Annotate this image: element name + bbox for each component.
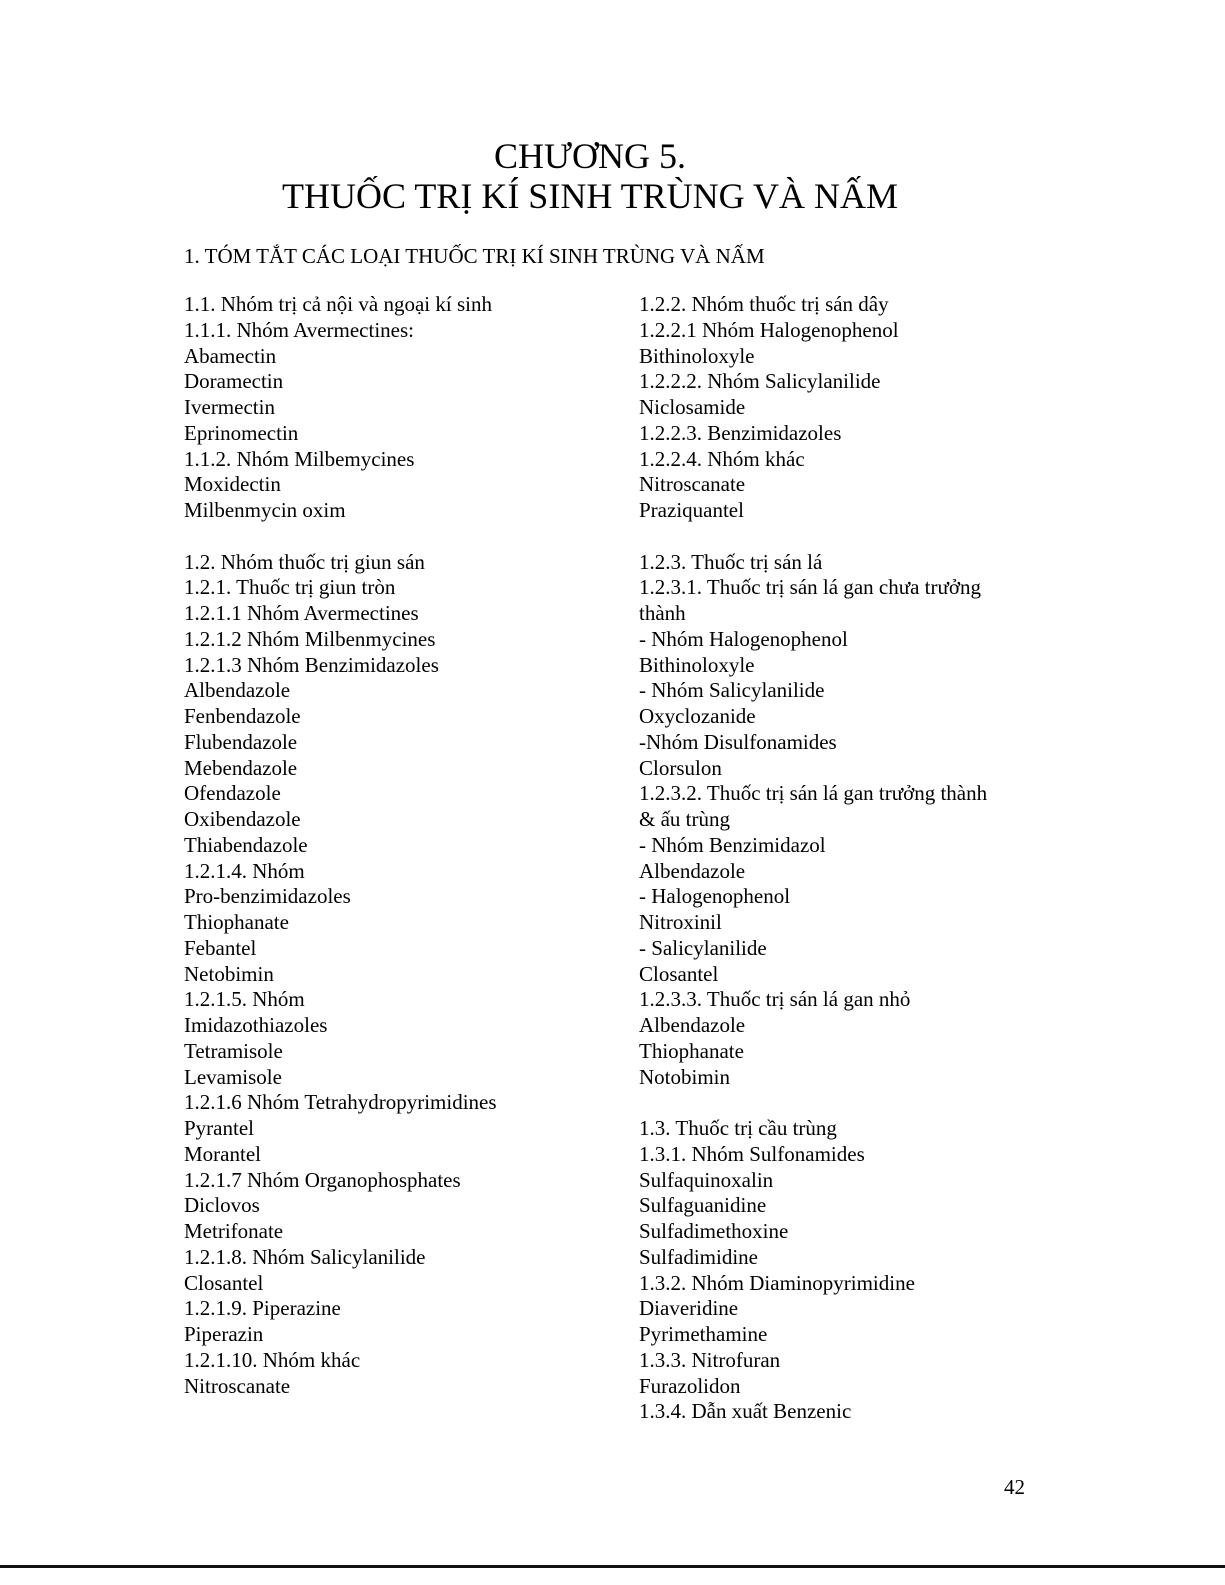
list-item: Bithinoloxyle <box>639 343 755 368</box>
list-item: Sulfaquinoxalin <box>639 1167 774 1192</box>
chapter-number: CHƯƠNG 5. <box>494 136 686 176</box>
spacer-line <box>639 524 1069 550</box>
bottom-rule <box>0 1565 1225 1568</box>
section-heading: 1. TÓM TẮT CÁC LOẠI THUỐC TRỊ KÍ SINH TRÙNG VÀ NẤM <box>184 244 765 268</box>
list-item: 1.2.2. Nhóm thuốc trị sán dây <box>639 292 889 316</box>
list-item: 1.2.2.4. Nhóm khác <box>639 446 805 471</box>
list-item: Imidazothiazoles <box>184 1013 328 1037</box>
list-item: 1.2.3.3. Thuốc trị sán lá gan nhỏ <box>639 987 911 1012</box>
page-number: 42 <box>1004 1475 1025 1499</box>
list-item: Bithinoloxyle <box>639 652 755 677</box>
list-item: -Nhóm Disulfonamides <box>639 729 837 754</box>
list-item: Doramectin <box>184 369 284 394</box>
list-item: Oxibendazole <box>184 807 301 831</box>
list-item: 1.2.1.9. Piperazine <box>184 1296 341 1321</box>
list-item: Albendazole <box>639 858 746 883</box>
list-item: Pyrantel <box>184 1116 254 1140</box>
list-item: 1.2.1.1 Nhóm Avermectines <box>184 601 419 625</box>
list-item: Niclosamide <box>639 395 746 419</box>
list-item: Mebendazole <box>184 755 298 780</box>
list-item: 1.3.2. Nhóm Diaminopyrimidine <box>639 1270 915 1295</box>
list-item: 1.3.1. Nhóm Sulfonamides <box>639 1141 865 1166</box>
list-item: 1.2.1.2 Nhóm Milbenmycines <box>184 626 436 651</box>
list-item: Pro-benzimidazoles <box>184 884 351 909</box>
list-item: 1.2.2.1 Nhóm Halogenophenol <box>639 317 899 342</box>
list-item: Piperazin <box>184 1322 264 1346</box>
list-item: Milbenmycin oxim <box>184 498 346 522</box>
list-item: Ivermectin <box>184 395 275 419</box>
list-item: Nitroxinil <box>639 910 722 934</box>
list-item: - Halogenophenol <box>639 884 791 909</box>
list-item: 1.2.1.10. Nhóm khác <box>184 1347 361 1372</box>
list-item: 1.2.2.3. Benzimidazoles <box>639 420 842 445</box>
list-item: - Nhóm Salicylanilide <box>639 678 825 703</box>
list-item: Sulfaguanidine <box>639 1193 767 1218</box>
list-item: Closantel <box>184 1270 264 1295</box>
list-item: Netobimin <box>184 961 274 986</box>
list-item: 1.2.1. Thuốc trị giun tròn <box>184 575 396 600</box>
list-item: Furazolidon <box>639 1373 741 1398</box>
list-item: Nitroscanate <box>184 1373 291 1398</box>
list-item: 1.2.1.4. Nhóm <box>184 858 305 883</box>
left-column <box>184 292 614 1399</box>
list-item: 1.3.4. Dẫn xuất Benzenic <box>639 1399 852 1424</box>
list-item: Metrifonate <box>184 1219 284 1243</box>
list-item: Sulfadimethoxine <box>639 1219 789 1243</box>
list-item: Albendazole <box>639 1013 746 1037</box>
list-item: Diclovos <box>184 1193 260 1218</box>
list-item: Clorsulon <box>639 755 722 780</box>
list-item: Albendazole <box>184 678 291 703</box>
list-item: Thiabendazole <box>184 832 308 857</box>
list-item: 1.2.3. Thuốc trị sán lá <box>639 549 823 574</box>
list-item: Sulfadimidine <box>639 1244 758 1269</box>
list-item: 1.2.1.6 Nhóm Tetrahydropyrimidines <box>184 1090 497 1115</box>
list-item: - Nhóm Benzimidazol <box>639 832 826 857</box>
list-item: 1.2.1.5. Nhóm <box>184 987 305 1012</box>
list-item: 1.1.2. Nhóm Milbemycines <box>184 446 415 471</box>
list-item: Flubendazole <box>184 729 298 754</box>
list-item: 1.1.1. Nhóm Avermectines: <box>184 317 414 342</box>
list-item: Febantel <box>184 935 257 960</box>
list-item: 1.2.1.8. Nhóm Salicylanilide <box>184 1244 426 1269</box>
list-item: Tetramisole <box>184 1038 283 1063</box>
list-item: & ấu trùng <box>639 807 730 831</box>
list-item: Praziquantel <box>639 498 744 522</box>
list-item: 1.2.1.7 Nhóm Organophosphates <box>184 1167 461 1192</box>
list-item: Levamisole <box>184 1064 282 1089</box>
list-item: Eprinomectin <box>184 420 299 445</box>
list-item: Closantel <box>639 961 719 986</box>
list-item: 1.3.3. Nitrofuran <box>639 1347 781 1372</box>
list-item: Diaveridine <box>639 1296 739 1321</box>
list-item: - Nhóm Halogenophenol <box>639 626 848 651</box>
list-item: Thiophanate <box>184 910 289 934</box>
spacer-line <box>184 524 614 550</box>
spacer-line <box>639 1090 1069 1116</box>
right-column <box>639 292 1069 1425</box>
list-item: Nitroscanate <box>639 472 746 497</box>
list-item: Thiophanate <box>639 1038 744 1063</box>
list-item: 1.2.2.2. Nhóm Salicylanilide <box>639 369 881 394</box>
list-item: 1.2. Nhóm thuốc trị giun sán <box>184 549 425 574</box>
list-item: thành <box>639 601 686 625</box>
list-item: - Salicylanilide <box>639 935 767 960</box>
list-item: Oxyclozanide <box>639 704 756 728</box>
list-item: 1.2.3.2. Thuốc trị sán lá gan trưởng thành <box>639 781 988 806</box>
list-item: Moxidectin <box>184 472 281 497</box>
list-item: 1.2.3.1. Thuốc trị sán lá gan chưa trưởng <box>639 575 981 600</box>
list-item: Ofendazole <box>184 781 281 806</box>
list-item: 1.2.1.3 Nhóm Benzimidazoles <box>184 652 439 677</box>
list-item: Pyrimethamine <box>639 1322 768 1346</box>
chapter-title: THUỐC TRỊ KÍ SINH TRÙNG VÀ NẤM <box>281 176 899 216</box>
list-item: Fenbendazole <box>184 704 301 728</box>
list-item: Notobimin <box>639 1064 731 1089</box>
list-item: Abamectin <box>184 343 277 368</box>
list-item: Morantel <box>184 1141 261 1166</box>
list-item: 1.3. Thuốc trị cầu trùng <box>639 1116 837 1140</box>
list-item: 1.1. Nhóm trị cả nội và ngoại kí sinh <box>184 292 492 316</box>
